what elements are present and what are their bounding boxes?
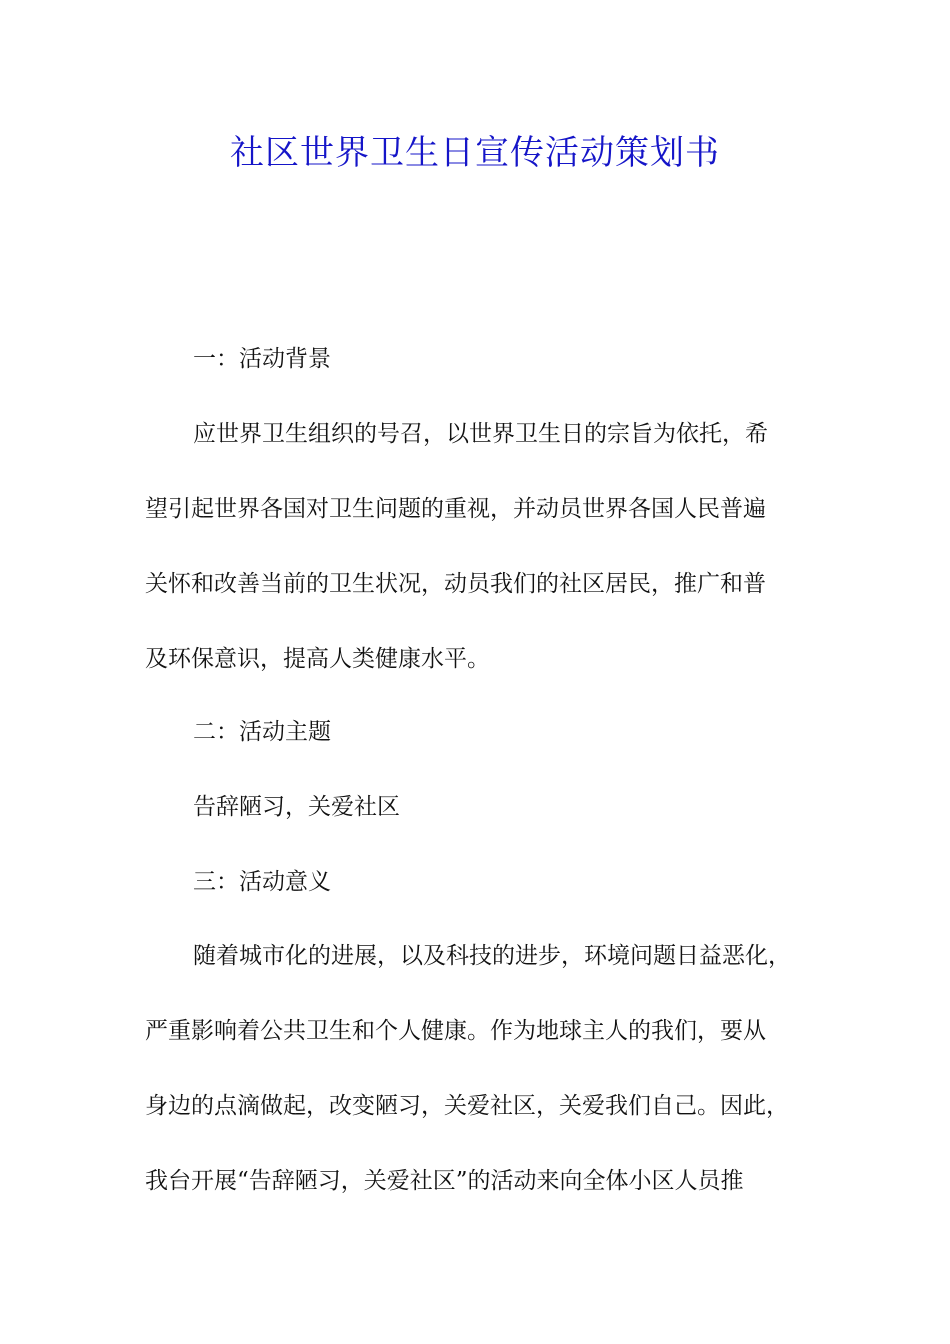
paragraph-line: 应世界卫生组织的号召，以世界卫生日的宗旨为依托，希 [193,421,768,447]
paragraph-line: 关怀和改善当前的卫生状况，动员我们的社区居民，推广和普 [145,571,766,597]
section-heading-theme: 二：活动主题 [193,719,331,745]
section-heading-background: 一：活动背景 [193,346,331,372]
paragraph-line: 我台开展“告辞陋习，关爱社区”的活动来向全体小区人员推 [145,1168,744,1194]
paragraph-line: 随着城市化的进展，以及科技的进步，环境问题日益恶化， [193,943,791,969]
paragraph-line: 及环保意识，提高人类健康水平。 [145,646,490,672]
document-title: 社区世界卫生日宣传活动策划书 [230,133,720,173]
paragraph-line: 望引起世界各国对卫生问题的重视，并动员世界各国人民普遍 [145,496,766,522]
paragraph-line: 身边的点滴做起，改变陋习，关爱社区，关爱我们自己。因此， [145,1093,789,1119]
paragraph-line: 严重影响着公共卫生和个人健康。作为地球主人的我们，要从 [145,1018,766,1044]
theme-text: 告辞陋习，关爱社区 [193,794,400,820]
section-heading-significance: 三：活动意义 [193,869,331,895]
